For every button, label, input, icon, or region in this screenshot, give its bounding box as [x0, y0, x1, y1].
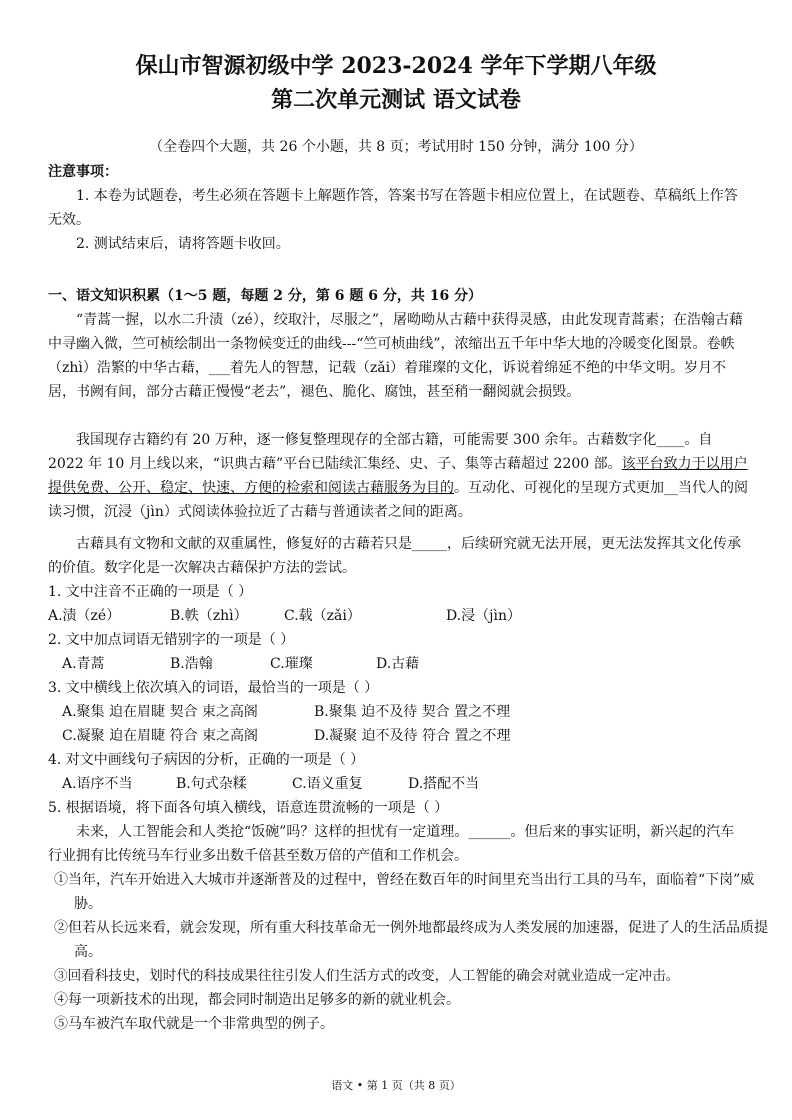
q3-option-a: A.聚集 迫在眉睫 契合 束之高阁 [62, 704, 258, 720]
q5-sentence-3: ③回看科技史，划时代的科技成果往往引发人们生活方式的改变，人工智能的确会对就业造成一定冲击。 [54, 968, 680, 984]
notice-heading: 注意事项： [48, 164, 118, 180]
question-4-stem: 4. 对文中画线句子病因的分析，正确的一项是（ ） [48, 752, 365, 768]
q1-option-a: A.渍（zé） [48, 608, 121, 624]
q5-sentence-5: ⑤马车被汽车取代就是一个非常典型的例子。 [54, 1016, 334, 1032]
page-footer: 语文 • 第 1 页（共 8 页） [331, 1079, 461, 1092]
q3-option-d: D.凝聚 迫不及待 符合 置之不理 [314, 728, 511, 744]
q2-option-d: D.古藉 [376, 656, 420, 672]
section1-heading: 一、语文知识积累（1～5 题，每题 2 分，第 6 题 6 分，共 16 分） [48, 288, 483, 304]
question-3-stem: 3. 文中横线上依次填入的词语，最恰当的一项是（ ） [48, 680, 379, 696]
question-1-options [48, 604, 748, 628]
q2-option-c: C.璀璨 [270, 656, 313, 672]
notice-item-1: 1. 本卷为试题卷，考生必须在答题卡上解题作答，答案书写在答题卡相应位置上，在试题卷、草稿纸上作答无效。 [48, 188, 738, 228]
q2-option-b: B.浩翰 [170, 656, 213, 672]
q3-option-c: C.凝聚 迫在眉睫 符合 束之高阁 [62, 728, 259, 744]
q1-option-c: C.载（zǎi） [284, 608, 361, 624]
q1-option-d: D.浸（jìn） [446, 608, 522, 624]
question-3-options-row2 [62, 724, 762, 748]
underlined-sentence: 该平台致力于以用户提供免费、公开、稳定、快速、方便的检索和阅读古藉服务为目的 [48, 456, 748, 496]
exam-subtitle: （全卷四个大题，共 26 个小题，共 8 页；考试用时 150 分钟，满分 100 分） [149, 139, 643, 155]
section1-paragraph-2 [48, 428, 748, 524]
q3-option-b: B.聚集 迫不及待 契合 置之不理 [314, 704, 511, 720]
paragraph-2-text-a: 我国现存古籍约有 20 万种，逐一修复整理现存的全部古籍，可能需要 300 余年。古藉数字化____。自 2022 年 10 月上线以来，“识典古藉”平台已陆续汇集经、史、子、集等古藉超过 2200 部。 [48, 432, 713, 472]
q5-sentence-4: ④每一项新技术的出现，都会同时制造出足够多的新的就业机会。 [54, 992, 460, 1008]
q5-sentence-1: ①当年，汽车开始进入大城市并逐渐普及的过程中，曾经在数百年的时间里充当出行工具的马车，面临着“下岗”威胁。 [54, 872, 755, 912]
q4-option-c: C.语义重复 [292, 776, 363, 792]
section1-paragraph-1: “青蒿一握，以水二升渍（zé），绞取汁，尽服之”，屠呦呦从古藉中获得灵感，由此发现青蒿素；在浩翰古藉中寻幽入微，竺可桢绘制出一条物候变迁的曲线---“竺可桢曲线”，浓缩出五千年中华大地的冷暖变化图景。卷帙（zhì）浩繁的中华古藉，___着先人的智慧，记载（zǎi）着璀璨的文化，诉说着绵延不绝的中华文明。岁月不居，书阙有间，部分古藉正慢慢“老去”，褪色、脆化、腐蚀，甚至稍一翻阅就会损毁。 [48, 312, 743, 400]
q5-sentence-2: ②但若从长远来看，就会发现，所有重大科技革命无一例外地都最终成为人类发展的加速器，促进了人的生活品质提高。 [54, 920, 768, 960]
q4-option-a: A.语序不当 [62, 776, 133, 792]
q1-option-b: B.帙（zhì） [170, 608, 248, 624]
q4-option-d: D.搭配不当 [408, 776, 480, 792]
question-4-options [62, 772, 762, 796]
exam-title-line1: 保山市智源初级中学 2023-2024 学年下学期八年级 [135, 53, 657, 79]
question-1-stem: 1. 文中注音不正确的一项是（ ） [48, 584, 253, 600]
q4-option-b: B.句式杂糅 [176, 776, 247, 792]
question-2-options [62, 652, 762, 676]
notice-item-2: 2. 测试结束后，请将答题卡收回。 [76, 236, 290, 252]
question-5-stem: 5. 根据语境，将下面各句填入横线，语意连贯流畅的一项是（ ） [48, 800, 449, 816]
question-3-options-row1 [62, 700, 762, 724]
q2-option-a: A.青蒿 [62, 656, 105, 672]
exam-title-line2: 第二次单元测试 语文试卷 [271, 87, 521, 113]
question-2-stem: 2. 文中加点词语无错别字的一项是（ ） [48, 632, 295, 648]
section1-paragraph-3: 古藉具有文物和文献的双重属性，修复好的古藉若只是_____，后续研究就无法开展，更无法发挥其文化传承的价值。数字化是一次解决古藉保护方法的尝试。 [48, 536, 741, 576]
paragraph-2-text-b: 。互动化、可视化的呈现方式更加__当代人的阅读习惯，沉浸（jìn）式阅读体验拉近了古藉与普通读者之间的距离。 [48, 480, 748, 520]
question-5-context: 未来，人工智能会和人类抢“饭碗”吗？这样的担忧有一定道理。______。但后来的事实证明，新兴起的汽车行业拥有比传统马车行业多出数千倍甚至数万倍的产值和工作机会。 [48, 824, 735, 864]
